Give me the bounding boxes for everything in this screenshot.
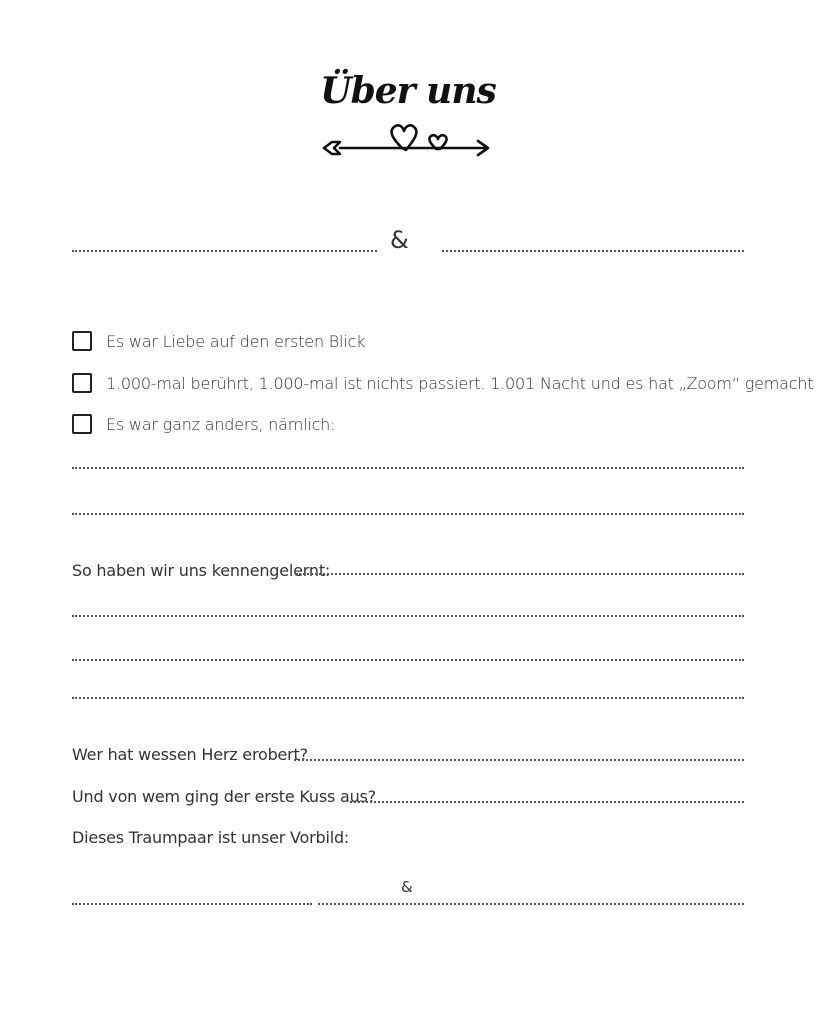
question-heart: Wer hat wessen Herz erobert? — [72, 745, 308, 764]
names-ampersand: & — [390, 226, 409, 254]
role-model-line-1[interactable] — [72, 903, 312, 905]
arrow-with-hearts-icon — [318, 118, 498, 166]
different-answer-line-1[interactable] — [72, 467, 744, 469]
checkbox-icon[interactable] — [72, 373, 92, 393]
option-label: Es war ganz anders, nämlich: — [106, 414, 336, 434]
page-title: Über uns — [320, 70, 496, 112]
checkbox-icon[interactable] — [72, 331, 92, 351]
option-different[interactable] — [72, 411, 335, 437]
question-kiss: Und von wem ging der erste Kuss aus? — [72, 787, 376, 806]
role-model-ampersand: & — [401, 878, 413, 896]
option-label: 1.000-mal berührt, 1.000-mal ist nichts passiert. 1.001 Nacht und es hat „Zoom“ gemacht — [106, 373, 814, 393]
different-answer-line-2[interactable] — [72, 513, 744, 515]
met-answer-line-3[interactable] — [72, 659, 744, 661]
kiss-answer-line[interactable] — [350, 801, 744, 803]
partner-1-name-line[interactable] — [72, 250, 377, 252]
heart-answer-line[interactable] — [294, 759, 744, 761]
met-answer-line-1[interactable] — [296, 573, 744, 575]
role-model-line-2[interactable] — [318, 903, 744, 905]
partner-2-name-line[interactable] — [442, 250, 744, 252]
option-love-at-first-sight[interactable] — [72, 328, 365, 354]
met-answer-line-4[interactable] — [72, 697, 744, 699]
checkbox-icon[interactable] — [72, 414, 92, 434]
question-role-model: Dieses Traumpaar ist unser Vorbild: — [72, 828, 350, 847]
met-answer-line-2[interactable] — [72, 615, 744, 617]
option-zoom[interactable] — [72, 370, 813, 396]
question-met: So haben wir uns kennengelernt: — [72, 561, 331, 580]
option-label: Es war Liebe auf den ersten Blick — [106, 331, 366, 351]
